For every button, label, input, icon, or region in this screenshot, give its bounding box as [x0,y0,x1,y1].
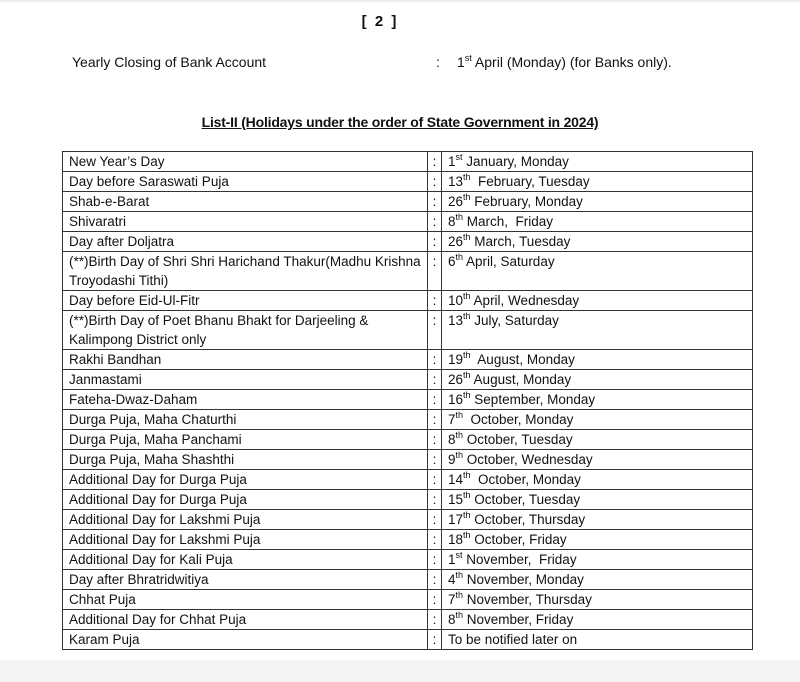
holiday-date-day: 8 [448,214,456,229]
holiday-date [442,152,753,172]
holiday-date-suffix: th [455,410,464,420]
holiday-date [442,470,753,490]
holiday-date-rest: November, Monday [463,572,584,587]
holiday-row [63,510,753,530]
holiday-row [63,232,753,252]
holiday-date-day: 8 [448,612,456,627]
holiday-date-day: 17 [448,512,464,527]
holiday-date-suffix: th [455,610,464,620]
holiday-row [63,370,753,390]
holiday-date-rest: October, Thursday [470,512,586,527]
bank-closing-suffix: st [464,53,472,63]
holiday-date-suffix: th [455,252,464,262]
bank-closing-row [72,54,772,74]
holiday-name: (**)Birth Day of Shri Shri Harichand Thakur(Madhu Krishna Troyodashi Tithi) [63,252,428,291]
holiday-date-rest: March, Friday [463,214,554,229]
holiday-date-rest: November, Friday [462,552,577,567]
holiday-colon: : [428,172,442,192]
bank-closing-rest: April (Monday) (for Banks only). [471,54,672,70]
holiday-date-rest: March, Tuesday [470,234,571,249]
holiday-name: Durga Puja, Maha Panchami [63,430,428,450]
holiday-date [442,510,753,530]
list-title: List-II (Holidays under the order of State Government in 2024) [201,114,599,130]
holiday-row [63,291,753,311]
holiday-date [442,311,753,350]
holiday-row [63,570,753,590]
holiday-row [63,350,753,370]
holiday-colon: : [428,470,442,490]
holiday-date-day: 18 [448,532,464,547]
holiday-date-rest: February, Tuesday [470,174,590,189]
holiday-date-day: 8 [448,432,456,447]
holiday-date-suffix: th [455,430,464,440]
holiday-date-day: 15 [448,492,464,507]
holiday-colon: : [428,410,442,430]
holiday-name: Rakhi Bandhan [63,350,428,370]
holiday-date-rest: April, Wednesday [470,293,580,308]
holiday-date-suffix: th [463,192,471,202]
holiday-date-day: 7 [448,412,456,427]
holiday-row [63,550,753,570]
holiday-row [63,252,753,291]
holiday-colon: : [428,291,442,311]
holiday-date-suffix: th [463,172,471,182]
holiday-date-suffix: th [455,450,464,460]
holiday-date-day: 14 [448,472,464,487]
holiday-name: Shab-e-Barat [63,192,428,212]
holiday-name: Day after Bhratridwitiya [63,570,428,590]
holiday-date [442,570,753,590]
holiday-colon: : [428,610,442,630]
holiday-date-suffix: st [455,550,463,560]
holiday-date-rest: August, Monday [470,352,575,367]
holiday-colon: : [428,192,442,212]
holiday-date [442,252,753,291]
holiday-row [63,630,753,650]
page-shadow [0,0,800,3]
holiday-name: Additional Day for Kali Puja [63,550,428,570]
holiday-date-rest: October, Monday [463,412,574,427]
holiday-date [442,172,753,192]
holiday-date-day: 13 [448,174,464,189]
holiday-date [442,630,753,650]
holiday-date-day: 13 [448,313,464,328]
holiday-date [442,350,753,370]
holiday-date-suffix: th [463,510,471,520]
holiday-date-suffix: th [463,530,471,540]
holiday-date-suffix: th [463,350,471,360]
holiday-name: Durga Puja, Maha Shashthi [63,450,428,470]
holiday-colon: : [428,390,442,410]
holiday-date-rest: October, Friday [470,532,567,547]
holiday-row [63,470,753,490]
holiday-date-day: 9 [448,452,456,467]
holiday-date-suffix: th [463,490,471,500]
holiday-name: Shivaratri [63,212,428,232]
holiday-colon: : [428,530,442,550]
holiday-date [442,450,753,470]
holiday-date-suffix: th [463,232,471,242]
holiday-name: Day before Saraswati Puja [63,172,428,192]
holiday-date-rest: October, Tuesday [463,432,573,447]
holiday-name: Additional Day for Lakshmi Puja [63,510,428,530]
holiday-colon: : [428,370,442,390]
holiday-row [63,450,753,470]
holiday-row [63,490,753,510]
holiday-date [442,192,753,212]
holiday-row [63,152,753,172]
holiday-date-rest: October, Monday [470,472,581,487]
holiday-row [63,430,753,450]
holiday-name: Day after Doljatra [63,232,428,252]
holiday-date [442,610,753,630]
holiday-name: Additional Day for Chhat Puja [63,610,428,630]
holiday-date-day: 6 [448,254,456,269]
holiday-date [442,410,753,430]
holiday-table [62,151,753,650]
holiday-colon: : [428,430,442,450]
holiday-colon: : [428,490,442,510]
holiday-date-day: 4 [448,572,456,587]
holiday-row [63,390,753,410]
holiday-date-suffix: th [463,311,471,321]
holiday-date-rest: January, Monday [462,154,569,169]
holiday-date-rest: November, Friday [463,612,574,627]
holiday-name: Additional Day for Durga Puja [63,470,428,490]
holiday-name: Additional Day for Durga Puja [63,490,428,510]
holiday-row [63,530,753,550]
holiday-date-suffix: st [455,152,463,162]
holiday-name: Janmastami [63,370,428,390]
holiday-colon: : [428,311,442,350]
holiday-date-rest: February, Monday [470,194,583,209]
holiday-date [442,550,753,570]
holiday-date-day: 10 [448,293,464,308]
holiday-row [63,590,753,610]
holiday-date-rest: October, Tuesday [470,492,581,507]
holiday-date-rest: October, Wednesday [463,452,593,467]
holiday-colon: : [428,570,442,590]
holiday-colon: : [428,450,442,470]
holiday-name: Durga Puja, Maha Chaturthi [63,410,428,430]
holiday-row [63,610,753,630]
holiday-date [442,530,753,550]
holiday-colon: : [428,350,442,370]
holiday-date-suffix: th [463,390,471,400]
bank-closing-colon: : [436,54,440,70]
holiday-colon: : [428,510,442,530]
holiday-date-rest: August, Monday [470,372,572,387]
holiday-name: Chhat Puja [63,590,428,610]
holiday-date-day: 7 [448,592,456,607]
holiday-colon: : [428,550,442,570]
holiday-colon: : [428,590,442,610]
holiday-name: Additional Day for Lakshmi Puja [63,530,428,550]
holiday-date-rest: To be notified later on [448,632,578,647]
holiday-colon: : [428,630,442,650]
holiday-date [442,390,753,410]
holiday-date-rest: November, Thursday [463,592,592,607]
holiday-date [442,590,753,610]
holiday-colon: : [428,212,442,232]
holiday-date [442,370,753,390]
holiday-name: Karam Puja [63,630,428,650]
bank-closing-date [457,54,672,70]
bank-closing-day: 1 [457,54,465,70]
holiday-name: Fateha-Dwaz-Daham [63,390,428,410]
holiday-date-day: 26 [448,234,464,249]
holiday-date-day: 19 [448,352,464,367]
holiday-name: (**)Birth Day of Poet Bhanu Bhakt for Darjeeling & Kalimpong District only [63,311,428,350]
holiday-colon: : [428,152,442,172]
holiday-date-suffix: th [463,291,471,301]
holiday-row [63,212,753,232]
holiday-date-day: 26 [448,194,464,209]
holiday-date-suffix: th [455,570,464,580]
holiday-name: Day before Eid-Ul-Fitr [63,291,428,311]
holiday-row [63,311,753,350]
holiday-row [63,172,753,192]
holiday-date-suffix: th [455,590,464,600]
holiday-name: New Year’s Day [63,152,428,172]
bank-closing-label: Yearly Closing of Bank Account [72,54,267,70]
holiday-table-body [63,152,753,650]
holiday-date-day: 1 [448,552,456,567]
holiday-date-day: 1 [448,154,456,169]
holiday-date [442,490,753,510]
holiday-date-rest: September, Monday [470,392,596,407]
holiday-date [442,291,753,311]
holiday-date-suffix: th [463,370,471,380]
holiday-date-suffix: th [455,212,464,222]
holiday-date-rest: April, Saturday [463,254,555,269]
holiday-date-day: 16 [448,392,464,407]
holiday-colon: : [428,252,442,291]
holiday-date [442,430,753,450]
holiday-date-suffix: th [463,470,471,480]
holiday-row [63,410,753,430]
page-number: [ 2 ] [361,13,399,30]
holiday-date [442,212,753,232]
holiday-row [63,192,753,212]
holiday-date-day: 26 [448,372,464,387]
holiday-date-rest: July, Saturday [470,313,559,328]
holiday-date [442,232,753,252]
holiday-colon: : [428,232,442,252]
